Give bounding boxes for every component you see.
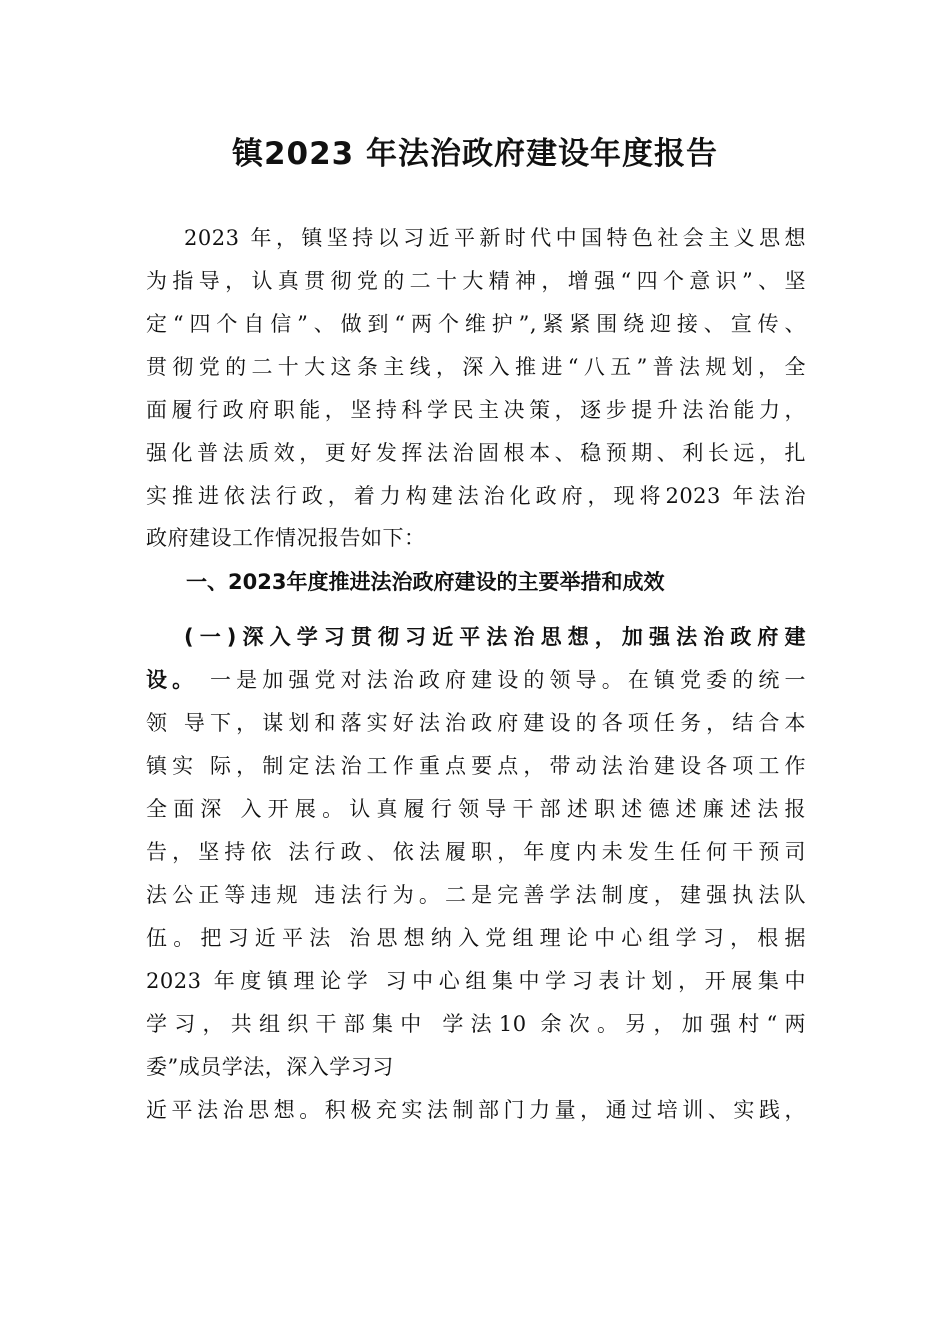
body-line: 镇实 际，制定法治工作重点要点，带动法治建设各项工作 xyxy=(146,754,806,778)
section-heading: 一、2023年度推进法治政府建设的主要举措和成效 xyxy=(186,570,665,594)
body-line: 法公正等违规 违法行为。二是完善学法制度，建强执法队 xyxy=(146,883,806,907)
intro-line: 为指导，认真贯彻党的二十大精神，增强“四个意识”、坚 xyxy=(146,269,806,293)
intro-line: 政府建设工作情况报告如下： xyxy=(146,526,426,550)
document-title: 镇2023 年法治政府建设年度报告 xyxy=(231,136,719,172)
body-line: 近平法治思想。积极充实法制部门力量，通过培训、实践， xyxy=(146,1098,806,1122)
intro-line: 强化普法质效，更好发挥法治固根本、稳预期、利长远，扎 xyxy=(146,441,806,465)
body-line: 2023 年度镇理论学 习中心组集中学习表计划，开展集中 xyxy=(146,969,806,993)
body-text: 一是加强党对法治政府建设的领导。在镇党委的统一 xyxy=(198,668,806,692)
body-line: 领 导下，谋划和落实好法治政府建设的各项任务，结合本 xyxy=(146,711,806,735)
body-line xyxy=(146,664,806,694)
body-line: 告，坚持依 法行政、依法履职，年度内未发生任何干预司 xyxy=(146,840,806,864)
body-line: 委”成员学法，深入学习习 xyxy=(146,1055,394,1079)
intro-line: 面履行政府职能，坚持科学民主决策，逐步提升法治能力， xyxy=(146,398,806,422)
intro-line: 2023 年，镇坚持以习近平新时代中国特色社会主义思想 xyxy=(184,226,806,250)
intro-line: 定“四个自信”、做到“两个维护”,紧紧围绕迎接、宣传、 xyxy=(146,312,806,336)
intro-line: 贯彻党的二十大这条主线，深入推进“八五”普法规划，全 xyxy=(146,355,806,379)
subsection-heading-end: 设。 xyxy=(146,668,199,692)
subsection-heading: (一)深入学习贯彻习近平法治思想，加强法治政府建 xyxy=(184,625,806,649)
body-line: 伍。把习近平法 治思想纳入党组理论中心组学习，根据 xyxy=(146,926,806,950)
body-line: 学习，共组织干部集中 学法10 余次。另，加强村“两 xyxy=(146,1012,806,1036)
intro-line: 实推进依法行政，着力构建法治化政府，现将2023 年法治 xyxy=(146,484,806,508)
body-line: 全面深 入开展。认真履行领导干部述职述德述廉述法报 xyxy=(146,797,806,821)
